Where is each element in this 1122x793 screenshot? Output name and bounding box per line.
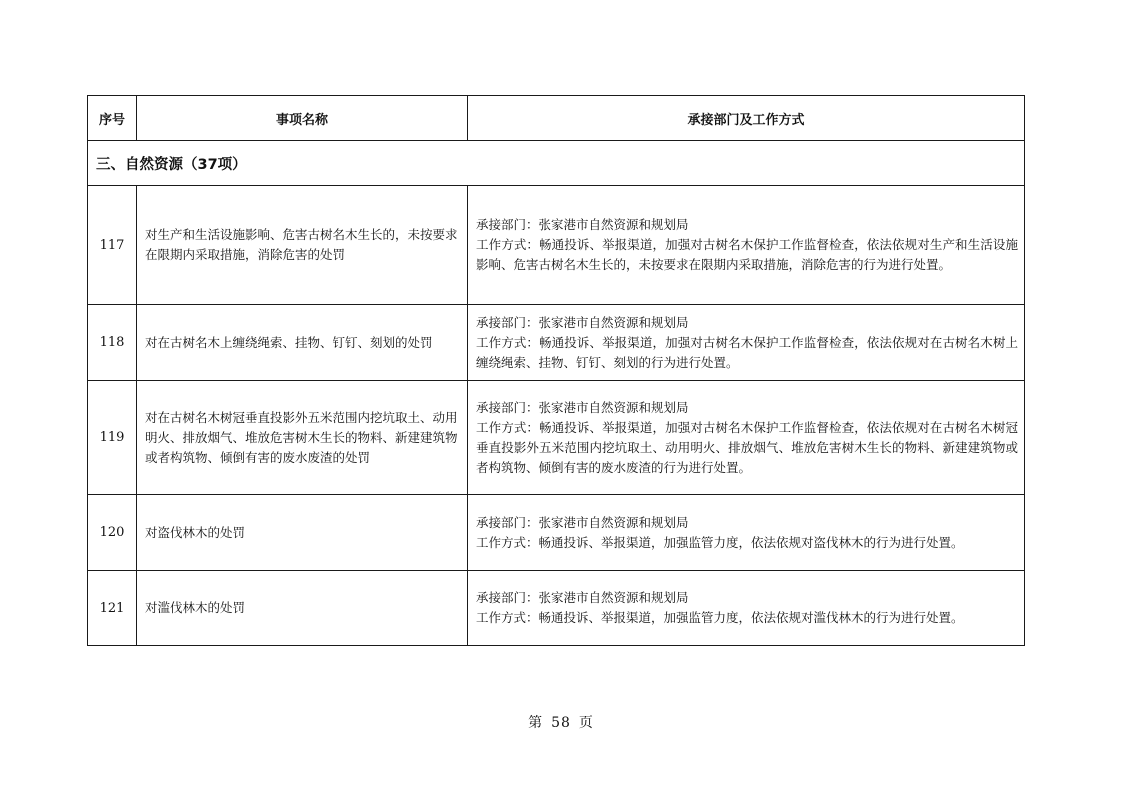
row-item-name: 对滥伐林木的处罚 <box>137 571 468 646</box>
row-seq: 118 <box>88 305 137 381</box>
section-row <box>88 141 1025 186</box>
row-work-method: 工作方式：畅通投诉、举报渠道，加强对古树名木保护工作监督检查，依法依规对生产和生活设施影响、危害古树名木生长的，未按要求在限期内采取措施，消除危害的行为进行处置。 <box>476 237 1018 272</box>
header-item-name: 事项名称 <box>137 96 468 141</box>
header-seq: 序号 <box>88 96 137 141</box>
items-table <box>87 95 1025 646</box>
row-work-method: 工作方式：畅通投诉、举报渠道，加强监管力度，依法依规对盗伐林木的行为进行处置。 <box>476 534 964 550</box>
table-row <box>88 305 1025 381</box>
row-work-method: 工作方式：畅通投诉、举报渠道，加强监管力度，依法依规对滥伐林木的行为进行处置。 <box>476 610 964 625</box>
row-seq: 120 <box>88 495 137 571</box>
page-footer <box>0 712 1122 732</box>
page-number-suffix: 页 <box>578 715 594 731</box>
table-row <box>88 381 1025 495</box>
header-dept-method: 承接部门及工作方式 <box>468 96 1025 141</box>
table-row <box>88 186 1025 305</box>
row-dept-label: 承接部门：张家港市自然资源和规划局 <box>476 590 689 605</box>
page-number: 58 <box>551 715 571 731</box>
table-row <box>88 571 1025 646</box>
row-dept-method <box>468 495 1025 571</box>
row-dept-method <box>468 571 1025 646</box>
row-seq: 121 <box>88 571 137 646</box>
row-item-name: 对在古树名木上缠绕绳索、挂物、钉钉、刻划的处罚 <box>137 305 468 381</box>
row-dept-method <box>468 381 1025 495</box>
row-dept-label: 承接部门：张家港市自然资源和规划局 <box>476 399 689 415</box>
row-dept-method <box>468 186 1025 305</box>
row-dept-label: 承接部门：张家港市自然资源和规划局 <box>476 217 689 232</box>
row-seq: 119 <box>88 381 137 495</box>
section-title: 三、自然资源（37项） <box>88 141 1025 186</box>
row-item-name: 对生产和生活设施影响、危害古树名木生长的，未按要求在限期内采取措施，消除危害的处罚 <box>137 186 468 305</box>
row-work-method: 工作方式：畅通投诉、举报渠道，加强对古树名木保护工作监督检查，依法依规对在古树名木树冠垂直投影外五米范围内挖坑取土、动用明火、排放烟气、堆放危害树木生长的物料、新建建筑物或者构筑物、倾倒有害的废水废渣的行为进行处置。 <box>476 419 1018 475</box>
row-item-name: 对盗伐林木的处罚 <box>137 495 468 571</box>
page-number-prefix: 第 <box>528 715 544 731</box>
row-dept-method <box>468 305 1025 381</box>
row-item-name: 对在古树名木树冠垂直投影外五米范围内挖坑取土、动用明火、排放烟气、堆放危害树木生长的物料、新建建筑物或者构筑物、倾倒有害的废水废渣的处罚 <box>137 381 468 495</box>
row-dept-label: 承接部门：张家港市自然资源和规划局 <box>476 514 689 530</box>
table-header-row <box>88 96 1025 141</box>
table-row <box>88 495 1025 571</box>
row-work-method: 工作方式：畅通投诉、举报渠道，加强对古树名木保护工作监督检查，依法依规对在古树名木树上缠绕绳索、挂物、钉钉、刻划的行为进行处置。 <box>476 334 1018 370</box>
row-dept-label: 承接部门：张家港市自然资源和规划局 <box>476 314 689 330</box>
row-seq: 117 <box>88 186 137 305</box>
